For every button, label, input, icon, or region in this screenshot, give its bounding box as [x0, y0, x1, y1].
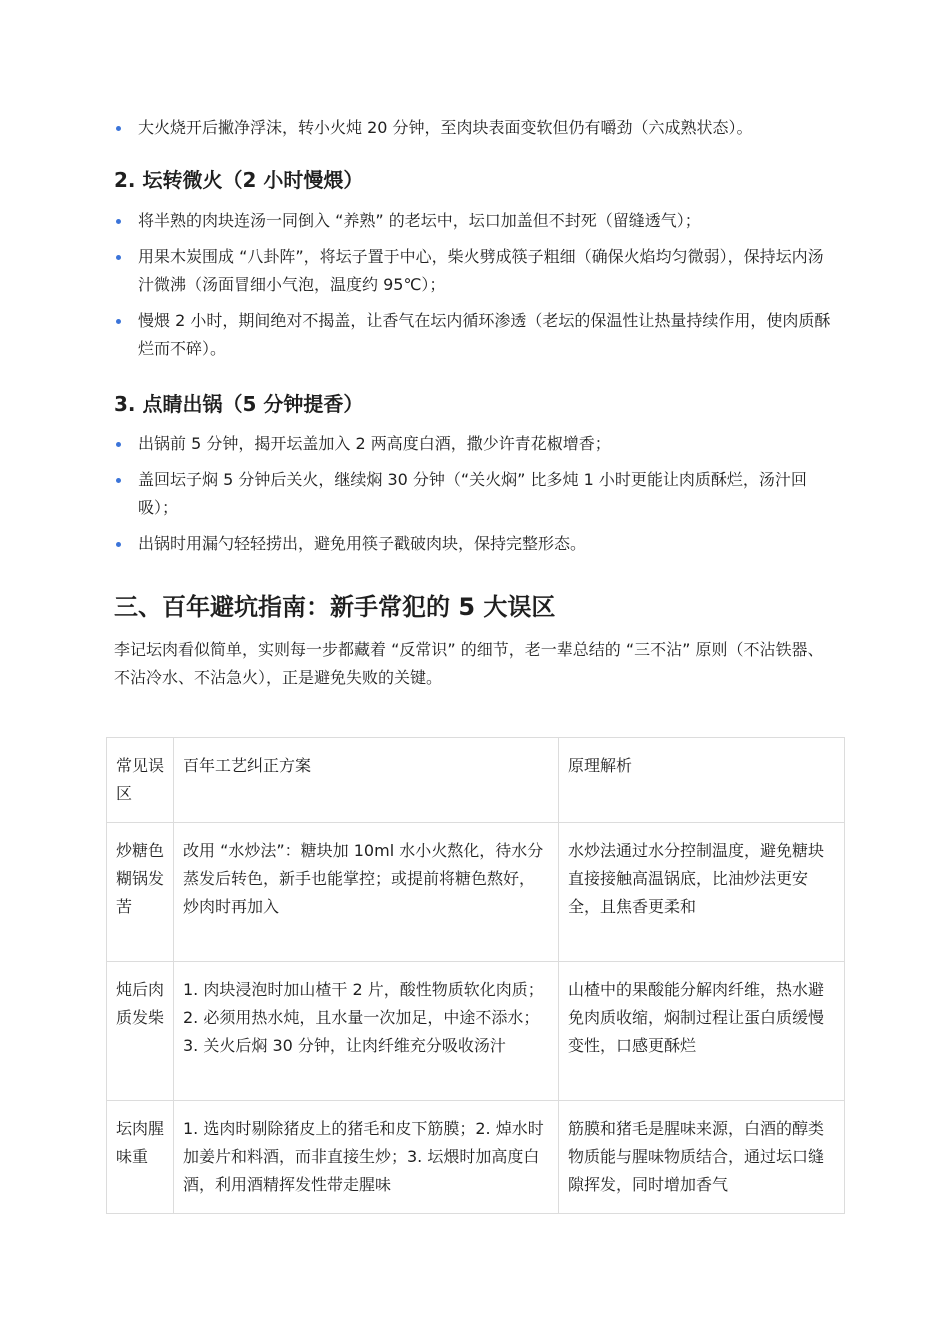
table-row — [107, 1101, 845, 1214]
bullet-list-top — [114, 114, 834, 150]
bullet-dot-icon — [116, 442, 121, 447]
list-item: 出锅前 5 分钟，揭开坛盖加入 2 两高度白酒，撒少许青花椒增香； — [114, 430, 834, 458]
fix-cell: 改用 “水炒法”：糖块加 10ml 水小火熬化，待水分蒸发后转色，新手也能掌控；或提前将糖色熬好，炒肉时再加入 — [174, 823, 559, 962]
table-row — [107, 823, 845, 962]
mistake-cell: 坛肉腥味重 — [107, 1101, 174, 1214]
fix-cell: 1. 肉块浸泡时加山楂干 2 片，酸性物质软化肉质；2. 必须用热水炖，且水量一次加足，中途不添水；3. 关火后焖 30 分钟，让肉纤维充分吸收汤汁 — [174, 962, 559, 1101]
list-item: 用果木炭围成 “八卦阵”，将坛子置于中心，柴火劈成筷子粗细（确保火焰均匀微弱），保持坛内汤汁微沸（汤面冒细小气泡，温度约 95℃）； — [114, 243, 834, 299]
bullet-dot-icon — [116, 319, 121, 324]
bullet-dot-icon — [116, 255, 121, 260]
table-header-row — [107, 738, 845, 823]
bullet-dot-icon — [116, 126, 121, 131]
bullet-dot-icon — [116, 478, 121, 483]
mistakes-table — [106, 737, 845, 1214]
bullet-dot-icon — [116, 219, 121, 224]
list-item: 大火烧开后撇净浮沫，转小火炖 20 分钟，至肉块表面变软但仍有嚼劲（六成熟状态）。 — [114, 114, 834, 142]
step3-bullet-list — [114, 430, 834, 566]
mistake-cell: 炖后肉质发柴 — [107, 962, 174, 1101]
step2-heading: 2. 坛转微火（2 小时慢煨） — [114, 168, 364, 192]
header-cell-reason: 原理解析 — [559, 738, 845, 823]
list-item: 慢煨 2 小时，期间绝对不揭盖，让香气在坛内循环渗透（老坛的保温性让热量持续作用，使肉质酥烂而不碎）。 — [114, 307, 834, 363]
list-item: 出锅时用漏勺轻轻捞出，避免用筷子戳破肉块，保持完整形态。 — [114, 530, 834, 558]
step2-bullet-list — [114, 207, 834, 371]
bullet-dot-icon — [116, 542, 121, 547]
mistake-cell: 炒糖色糊锅发苦 — [107, 823, 174, 962]
reason-cell: 筋膜和猪毛是腥味来源，白酒的醇类物质能与腥味物质结合，通过坛口缝隙挥发，同时增加香气 — [559, 1101, 845, 1214]
header-cell-mistake: 常见误区 — [107, 738, 174, 823]
reason-cell: 山楂中的果酸能分解肉纤维，热水避免肉质收缩，焖制过程让蛋白质缓慢变性，口感更酥烂 — [559, 962, 845, 1101]
section-heading: 三、百年避坑指南：新手常犯的 5 大误区 — [114, 593, 556, 621]
list-item: 盖回坛子焖 5 分钟后关火，继续焖 30 分钟（“关火焖” 比多炖 1 小时更能让肉质酥烂，汤汁回吸）； — [114, 466, 834, 522]
table-row — [107, 962, 845, 1101]
header-cell-fix: 百年工艺纠正方案 — [174, 738, 559, 823]
list-item: 将半熟的肉块连汤一同倒入 “养熟” 的老坛中，坛口加盖但不封死（留缝透气）； — [114, 207, 834, 235]
reason-cell: 水炒法通过水分控制温度，避免糖块直接接触高温锅底，比油炒法更安全，且焦香更柔和 — [559, 823, 845, 962]
section-intro: 李记坛肉看似简单，实则每一步都藏着 “反常识” 的细节，老一辈总结的 “三不沾” 原则（不沾铁器、不沾冷水、不沾急火），正是避免失败的关键。 — [114, 640, 824, 687]
step3-heading: 3. 点睛出锅（5 分钟提香） — [114, 392, 364, 416]
fix-cell: 1. 选肉时剔除猪皮上的猪毛和皮下筋膜；2. 焯水时加姜片和料酒，而非直接生炒；3. 坛煨时加高度白酒，利用酒精挥发性带走腥味 — [174, 1101, 559, 1214]
